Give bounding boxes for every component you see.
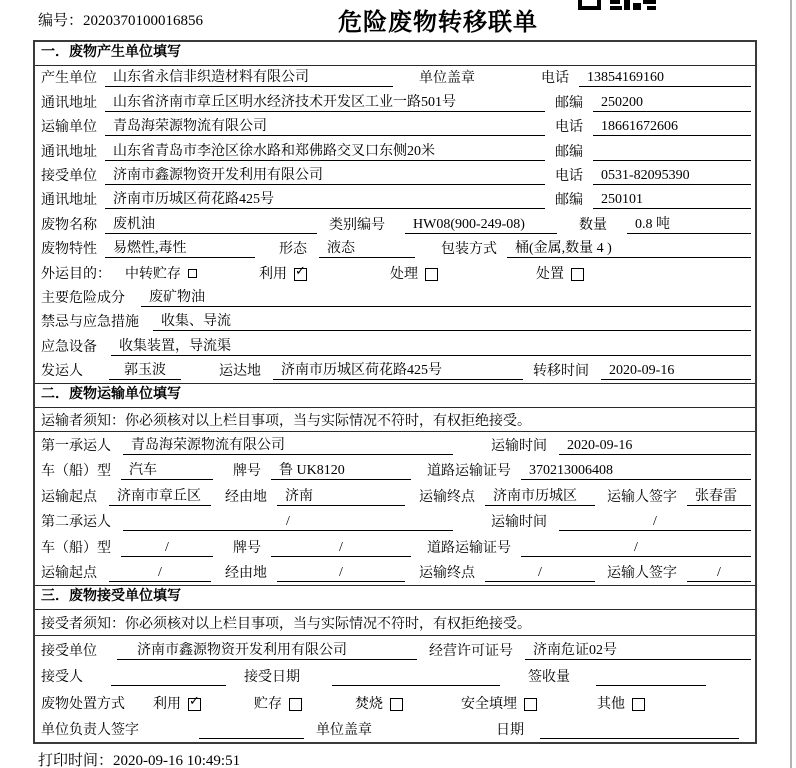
field-value: 济南市鑫源物资开发利用有限公司: [117, 642, 417, 660]
checkbox-unchecked: [390, 698, 403, 711]
field-label: 道路运输证号: [427, 464, 511, 480]
checkbox-label: 利用: [259, 266, 287, 282]
field-value: 青岛海荣源物流有限公司: [123, 437, 453, 455]
checkbox-unchecked: [289, 698, 302, 711]
checkbox-option: [536, 266, 584, 283]
field-value: /: [121, 539, 213, 557]
field-value: /: [271, 539, 411, 557]
field-label: 产生单位: [41, 71, 97, 87]
field-label: 运输终点: [419, 489, 475, 505]
form-row: [35, 483, 755, 509]
field-label: 单位负责人签字: [41, 723, 139, 739]
form-row: [35, 115, 755, 139]
field-value: 济南危证02号: [525, 642, 751, 660]
print-timestamp-label: 打印时间：: [38, 753, 114, 768]
transfer-form-table: [33, 40, 757, 744]
section-receiver-header: 三．废物接受单位填写: [35, 586, 755, 610]
field-label: 电话: [555, 168, 583, 184]
field-value: /: [687, 564, 751, 582]
field-label: 废物特性: [41, 242, 97, 258]
field-value: /: [109, 564, 211, 582]
field-label: 牌号: [233, 464, 261, 480]
field-label: 邮编: [555, 193, 583, 209]
field-label: 废物名称: [41, 217, 97, 233]
section-transporter-header: 二．废物运输单位填写: [35, 384, 755, 408]
field-label: 日期: [496, 723, 524, 739]
field-value: 0.8 吨: [627, 216, 751, 234]
field-value: HW08(900-249-08): [405, 216, 557, 234]
checkbox-option: [597, 696, 645, 713]
form-row: [35, 534, 755, 560]
field-value: 250101: [593, 191, 751, 209]
field-value: 收集、导流: [153, 313, 751, 331]
checkbox-unchecked: [425, 268, 438, 281]
form-row: [35, 188, 755, 212]
field-label: 通讯地址: [41, 95, 97, 111]
field-value: 济南市历城区荷花路425号: [273, 362, 523, 380]
field-label: 经由地: [225, 566, 267, 582]
checkbox-label: 中转贮存: [125, 266, 181, 282]
notice-text: 接受者须知：你必须核对以上栏目事项，当与实际情况不符时，有权拒绝接受。: [41, 616, 531, 632]
field-value: 液态: [319, 240, 415, 258]
field-value: 18661672606: [593, 118, 751, 136]
field-label: 道路运输证号: [427, 540, 511, 556]
section-transporter: [35, 383, 755, 585]
field-value: 2020-09-16: [559, 437, 751, 455]
field-label: 接受日期: [244, 670, 300, 686]
field-value: 2020-09-16: [601, 362, 751, 380]
field-value: 易燃性,毒性: [105, 240, 255, 258]
form-row: [35, 164, 755, 188]
field-label: 包装方式: [441, 242, 497, 258]
checkbox-unchecked: [524, 698, 537, 711]
check-mark-icon: ✓: [295, 263, 306, 279]
field-value: 汽车: [121, 462, 213, 480]
field-value: 13854169160: [579, 69, 751, 87]
field-value: 0531-82095390: [593, 167, 751, 185]
form-row: [35, 636, 755, 663]
serial-label: 编号：: [38, 13, 84, 29]
notice-text: 运输者须知：你必须核对以上栏目事项，当与实际情况不符时，有权拒绝接受。: [41, 413, 531, 429]
checkbox-label: 处置: [536, 266, 564, 282]
checkbox-unchecked: [632, 698, 645, 711]
field-value: 济南市章丘区: [109, 488, 211, 506]
form-row: [35, 310, 755, 334]
checkbox-label: 处理: [390, 266, 418, 282]
field-value: 济南市历城区: [485, 488, 595, 506]
checkbox-checked: [294, 263, 307, 281]
field-label: 第一承运人: [41, 438, 111, 454]
field-value: /: [559, 513, 751, 531]
form-row: [35, 237, 755, 261]
field-value: 废机油: [105, 216, 317, 234]
field-value: 济南市历城区荷花路425号: [105, 191, 545, 209]
field-value: 张春雷: [687, 488, 751, 506]
checkbox-option: [355, 696, 403, 713]
field-value: /: [485, 564, 595, 582]
field-label: 运输起点: [41, 489, 97, 505]
field-value: [199, 738, 304, 739]
field-value: /: [123, 513, 453, 531]
field-label: 签收量: [528, 670, 570, 686]
field-label: 电话: [541, 71, 569, 87]
field-label: 邮编: [555, 144, 583, 160]
field-value: 废矿物油: [141, 289, 751, 307]
form-row: [35, 359, 755, 383]
form-row: [35, 90, 755, 114]
field-label: 运输人签字: [607, 566, 677, 582]
field-value: 济南: [277, 488, 405, 506]
field-value: 370213006408: [521, 462, 751, 480]
form-row: [35, 663, 755, 690]
check-mark-icon: ✓: [189, 693, 200, 709]
page-edge-line: [790, 0, 792, 768]
checkbox-option: [259, 263, 307, 283]
checkbox-option: [153, 693, 201, 713]
checkbox-label: 安全填埋: [461, 696, 517, 712]
form-row: [35, 432, 755, 458]
form-row: [35, 139, 755, 163]
field-label: 牌号: [233, 540, 261, 556]
form-row: [35, 458, 755, 484]
field-value: [111, 685, 226, 686]
field-value: /: [277, 564, 405, 582]
field-label: 类别编号: [329, 217, 385, 233]
form-row: [35, 560, 755, 586]
notice-row: [35, 610, 755, 636]
field-label: 单位盖章: [419, 71, 475, 87]
form-row: [35, 66, 755, 90]
field-value: 250200: [593, 94, 751, 112]
field-label: 外运目的：: [41, 266, 111, 282]
field-label: 应急设备: [41, 339, 97, 355]
checkbox-label: 利用: [153, 696, 181, 712]
field-label: 车（船）型: [41, 540, 111, 556]
field-value: [596, 685, 706, 686]
field-label: 经由地: [225, 489, 267, 505]
section-producer: [35, 42, 755, 383]
field-label: 主要危险成分: [41, 290, 125, 306]
checkbox-label: 其他: [597, 696, 625, 712]
field-label: 运达地: [219, 364, 261, 380]
field-value: [332, 685, 500, 686]
field-label: 运输终点: [419, 566, 475, 582]
field-label: 车（船）型: [41, 464, 111, 480]
field-label: 禁忌与应急措施: [41, 315, 139, 331]
qr-code-fragment-icon: [576, 0, 658, 10]
field-label: 单位盖章: [316, 723, 372, 739]
checkbox-option: [390, 266, 438, 283]
serial-value: 2020370100016856: [83, 13, 204, 29]
field-value: 山东省永信非织造材料有限公司: [105, 69, 393, 87]
checkbox-unchecked: [188, 269, 197, 278]
field-label: 转移时间: [533, 364, 589, 380]
form-row: [35, 689, 755, 716]
field-value: [593, 160, 751, 161]
field-value: 收集装置，导流渠: [111, 338, 751, 356]
checkbox-option: [125, 266, 197, 283]
field-label: 运输起点: [41, 566, 97, 582]
field-label: 运输人签字: [607, 489, 677, 505]
field-label: 电话: [555, 120, 583, 136]
form-row: [35, 212, 755, 236]
section-receiver: [35, 585, 755, 742]
field-value: 山东省青岛市李沧区徐水路和郑佛路交叉口东侧20米: [105, 143, 545, 161]
field-value: [540, 738, 739, 739]
checkbox-option: [461, 696, 537, 713]
form-row: [35, 716, 755, 743]
field-label: 第二承运人: [41, 515, 111, 531]
field-label: 通讯地址: [41, 193, 97, 209]
form-row: [35, 286, 755, 310]
checkbox-option: [254, 696, 302, 713]
print-timestamp-value: 2020-09-16 10:49:51: [113, 753, 241, 768]
field-label: 接受人: [41, 670, 83, 686]
field-label: 接受单位: [41, 643, 97, 659]
field-value: 鲁 UK8120: [271, 462, 411, 480]
field-value: 青岛海荣源物流有限公司: [105, 118, 545, 136]
page-title: 危险废物转移联单: [338, 10, 538, 36]
notice-row: [35, 408, 755, 432]
section-producer-header: 一．废物产生单位填写: [35, 42, 755, 66]
field-label: 运输时间: [491, 515, 547, 531]
field-value: 济南市鑫源物资开发利用有限公司: [105, 167, 545, 185]
form-row: [35, 334, 755, 358]
field-value: /: [521, 539, 751, 557]
form-row: [35, 261, 755, 285]
field-value: 桶(金属,数量 4 ): [507, 240, 751, 258]
field-label: 运输单位: [41, 120, 97, 136]
field-label: 经营许可证号: [429, 643, 513, 659]
field-label: 形态: [279, 242, 307, 258]
field-label: 运输时间: [491, 438, 547, 454]
print-timestamp: [38, 749, 240, 768]
form-row: [35, 509, 755, 535]
checkbox-checked: [188, 693, 201, 711]
checkbox-label: 贮存: [254, 696, 282, 712]
field-value: 山东省济南市章丘区明水经济技术开发区工业一路501号: [105, 94, 545, 112]
field-label: 邮编: [555, 95, 583, 111]
checkbox-label: 焚烧: [355, 696, 383, 712]
field-label: 数量: [579, 217, 607, 233]
field-label: 接受单位: [41, 168, 97, 184]
field-label: 发运人: [41, 364, 83, 380]
checkbox-unchecked: [571, 268, 584, 281]
field-label: 废物处置方式: [41, 696, 125, 712]
field-value: 郭玉波: [109, 362, 181, 380]
field-label: 通讯地址: [41, 144, 97, 160]
